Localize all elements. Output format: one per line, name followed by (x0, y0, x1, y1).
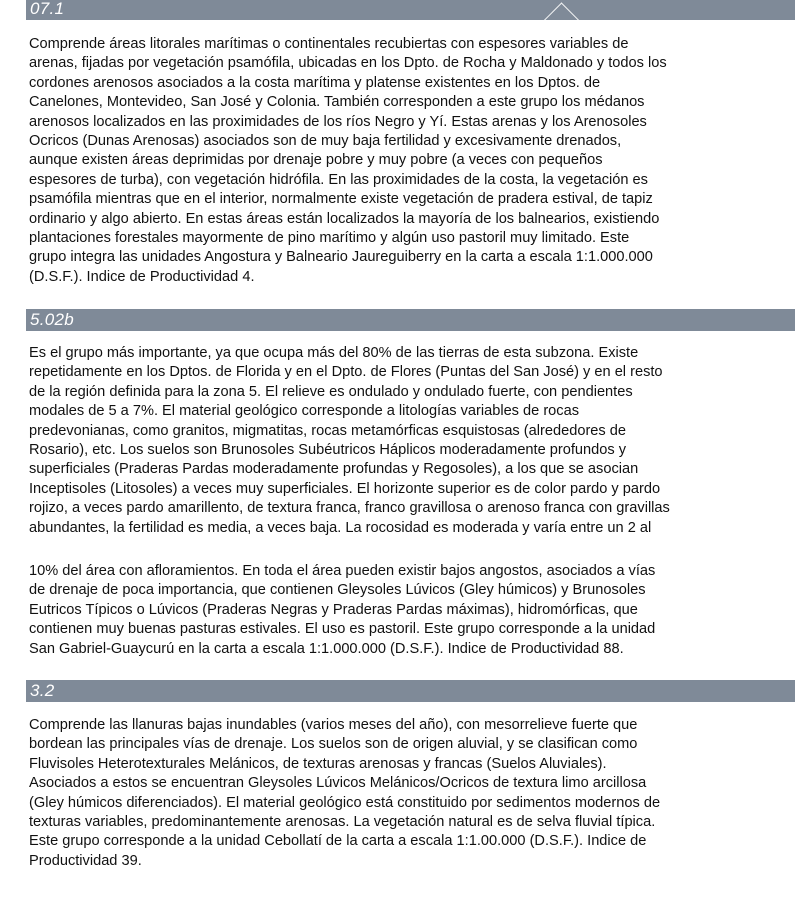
section-code: 5.02b (30, 310, 75, 329)
section-paragraph: Comprende áreas litorales marítimas o continentales recubiertas con espesores variables de arenas, fijadas por vegetación psamófila, ubicadas en los Dpto. de Rocha y Maldonado y todos los cordones arenosos asociados a la costa marítima y platense existentes en los Dptos. de Canelones, Montevideo, San José y Colonia. También corresponden a este grupo los médanos arenosos localizados en las proximidades de los ríos Negro y Yí. Estas arenas y los Arenosoles Ocricos (Dunas Arenosas) asociados son de muy baja fertilidad y excesivamente drenados, aunque existen áreas deprimidas por drenaje pobre y muy pobre (a veces con pequeños espesores de turba), con vegetación hidrófila. En las proximidades de la costa, la vegetación es psamófila mientras que en el interior, normalmente existe vegetación de pradera estival, de tapiz ordinario y algo abierto. En estas áreas están localizados la mayoría de los balnearios, existiendo plantaciones forestales mayormente de pino marítimo y algún uso pastoril muy limitado. Este grupo integra las unidades Angostura y Balneario Jaureguiberry en la carta a escala 1:1.000.000 (D.S.F.). Indice de Productividad 4. (29, 36, 667, 285)
section-paragraph: Es el grupo más importante, ya que ocupa más del 80% de las tierras de esta subzona. Existe repetidamente en los Dptos. de Florida y en el Dpto. de Flores (Puntas del San José) y en el resto de la región definida para la zona 5. El relieve es ondulado y ondulado fuerte, con pendientes modales de 5 a 7%. El material geológico corresponde a litologías variables de rocas predevonianas, como granitos, migmatitas, rocas metamórficas esquistosas (alrededores de Rosario), etc. Los suelos son Brunosoles Subéutricos Háplicos moderadamente profundos y superficiales (Praderas Pardas moderadamente profundas y Regosoles), a los que se asocian Inceptisoles (Litosoles) a veces muy superficiales. El horizonte superior es de color pardo y pardo rojizo, a veces pardo amarillento, de textura franca, franco gravillosa o arenoso franca con gravillas abundantes, la fertilidad es media, a veces baja. La rocosidad es moderada y varía entre un 2 al (29, 345, 670, 536)
section-code: 07.1 (30, 0, 65, 18)
section-header-3-2 (26, 680, 795, 702)
section-paragraph: 10% del área con afloramientos. En toda el área pueden existir bajos angostos, asociados a vías de drenaje de poca importancia, que contienen Gleysoles Lúvicos (Gley húmicos) y Brunosoles Eutricos Típicos o Lúvicos (Praderas Negras y Praderas Pardas máximas), hidromórficas, que contienen muy buenas pasturas estivales. El uso es pastoril. Este grupo corresponde a la unidad San Gabriel-Guaycurú en la carta a escala 1:1.000.000 (D.S.F.). Indice de Productividad 88. (29, 563, 656, 657)
section-paragraph: Comprende las llanuras bajas inundables (varios meses del año), con mesorrelieve fuerte que bordean las principales vías de drenaje. Los suelos son de origen aluvial, y se clasifican como Fluvisoles Heterotexturales Melánicos, de texturas arenosas y francas (Suelos Aluviales). Asociados a estos se encuentran Gleysoles Lúvicos Melánicos/Ocricos de textura limo arcillosa (Gley húmicos diferenciados). El material geológico está constituido por sedimentos modernos de texturas variables, predominantemente arenosas. La vegetación natural es de selva fluvial típica. Este grupo corresponde a la unidad Cebollatí de la carta a escala 1:1.00.000 (D.S.F.). Indice de Productividad 39. (29, 717, 661, 869)
section-header-5-02b (26, 309, 795, 331)
section-header-07-1 (26, 0, 795, 20)
section-code: 3.2 (30, 681, 55, 700)
